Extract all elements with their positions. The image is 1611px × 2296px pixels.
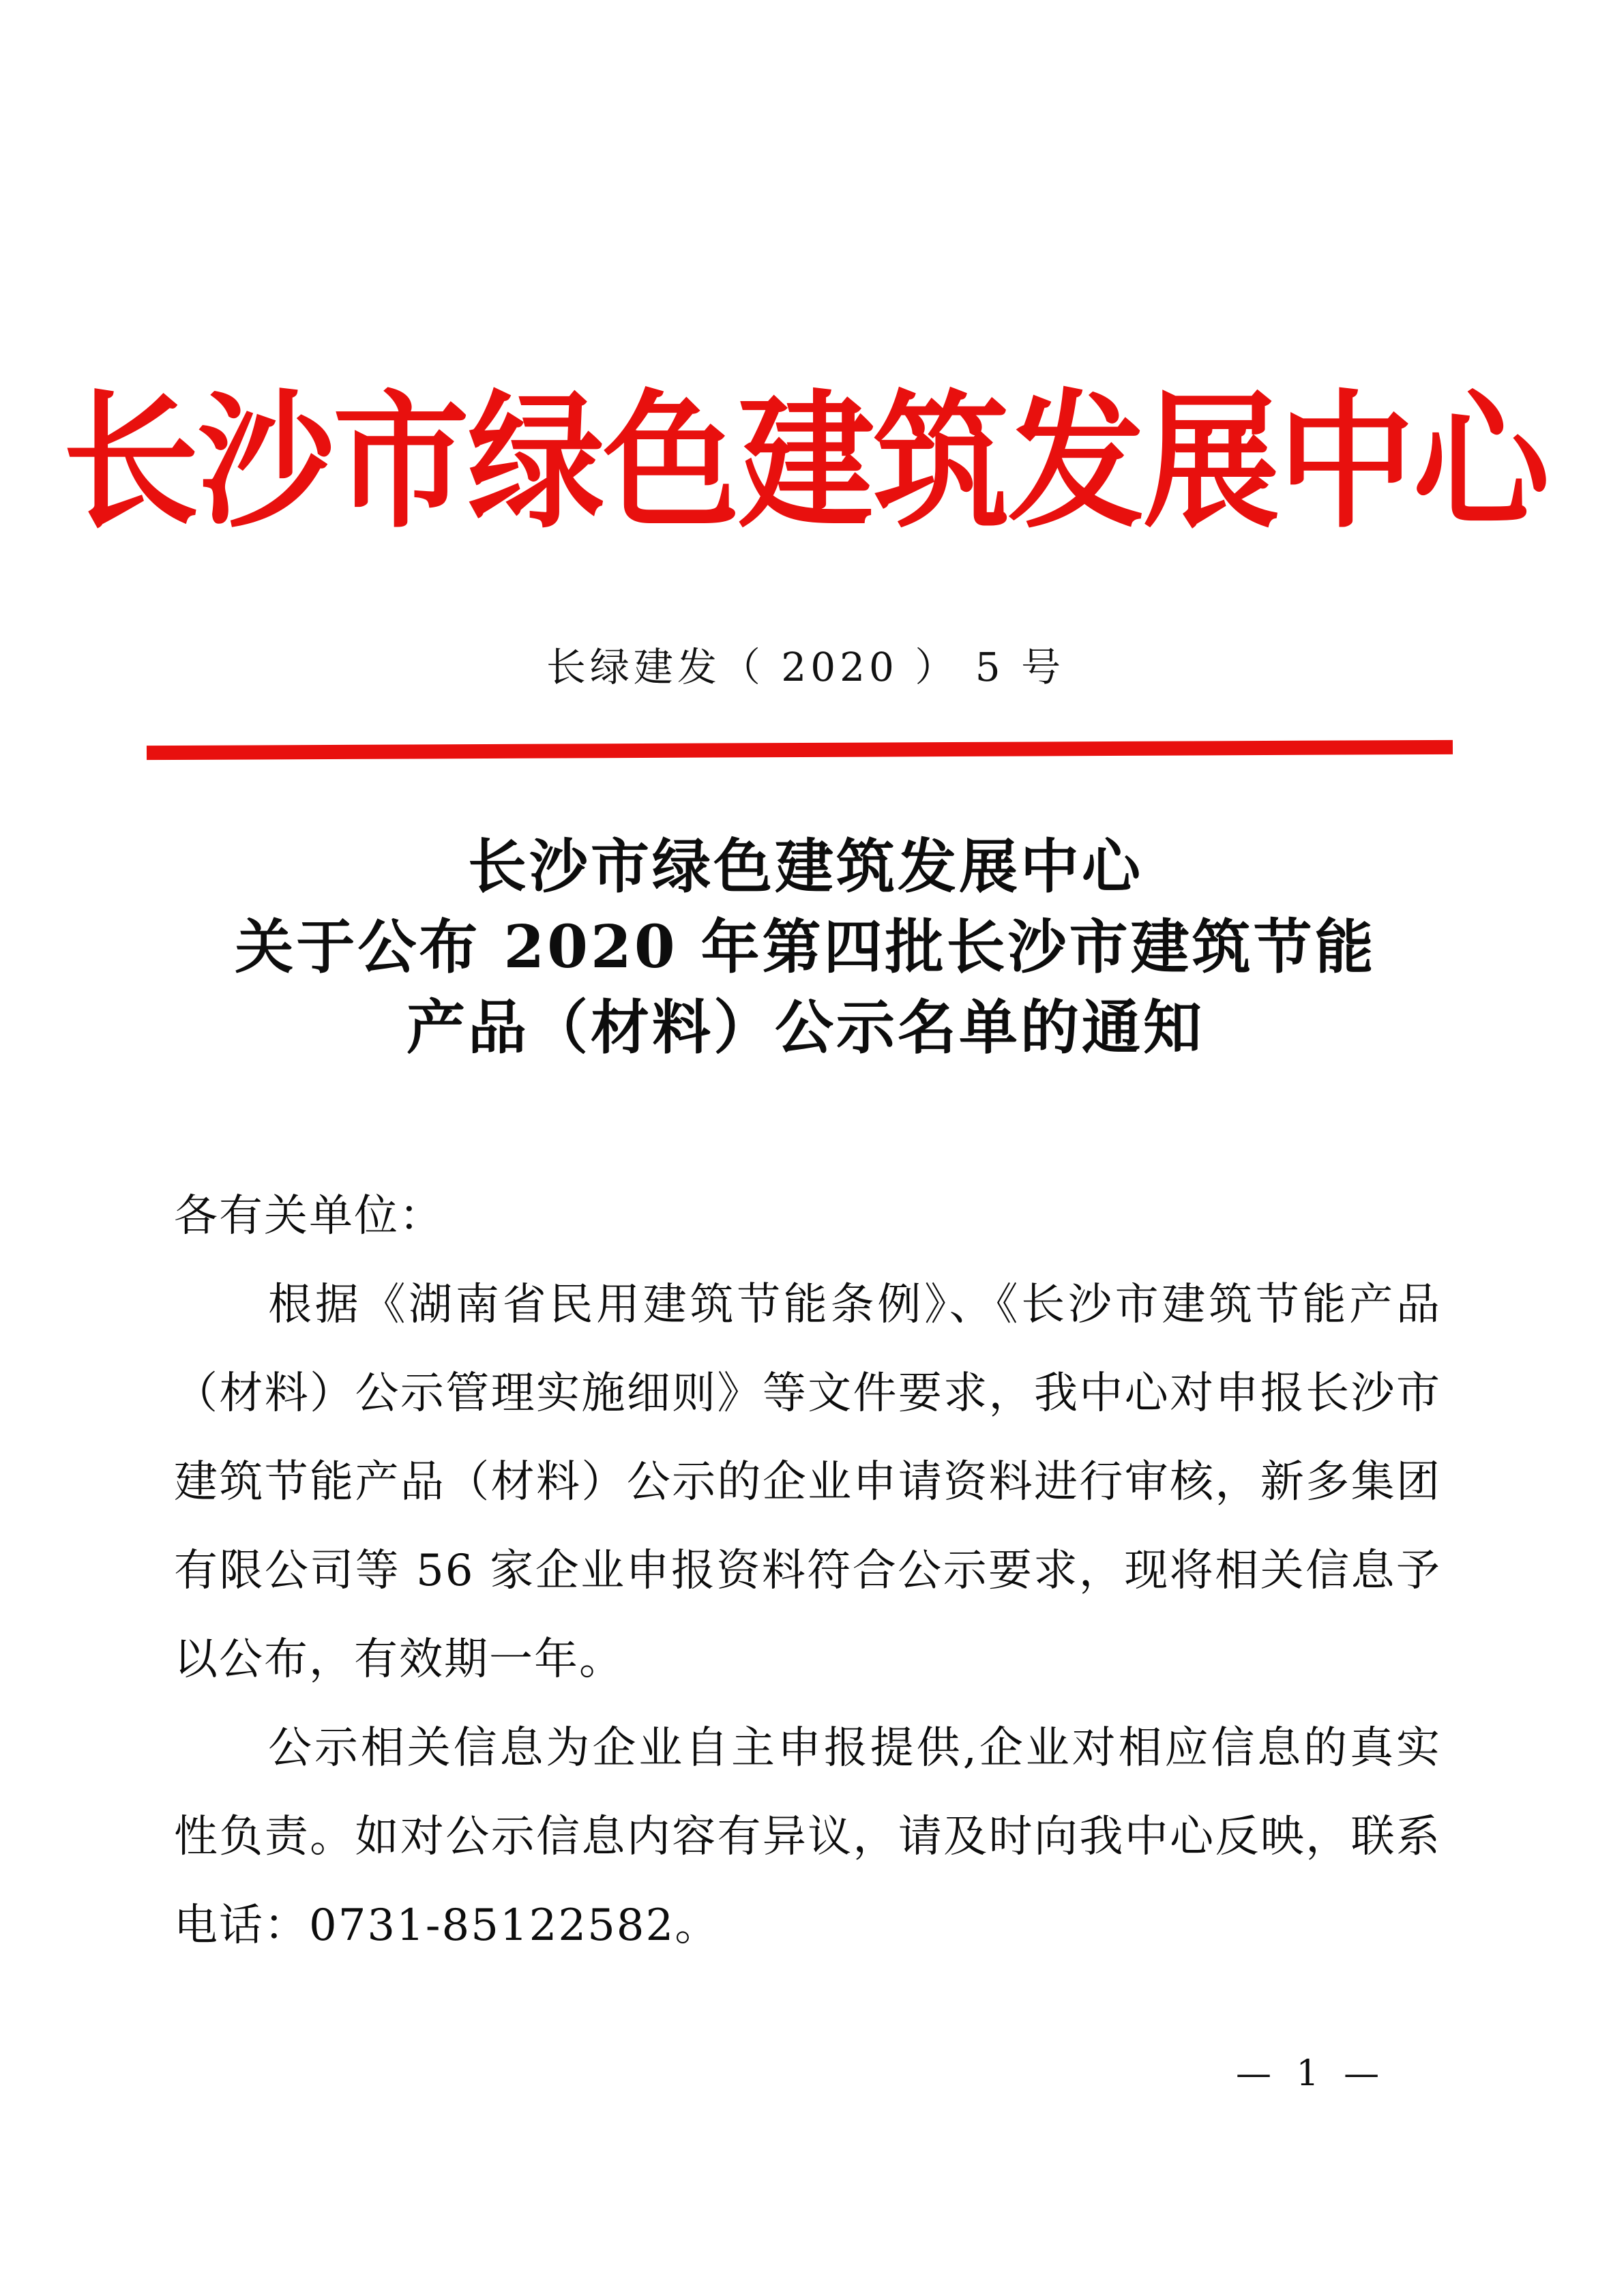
notice-title <box>0 827 1611 1068</box>
paragraph-2-line-1: 公示相关信息为企业自主申报提供,企业对相应信息的真实 <box>268 1723 1441 1773</box>
masthead-title: 长沙市绿色建筑发展中心 <box>62 375 1548 549</box>
notice-title-line-3: 产品（材料）公示名单的通知 <box>407 993 1204 1062</box>
notice-title-line-1: 长沙市绿色建筑发展中心 <box>468 832 1143 901</box>
red-separator-rule <box>147 740 1453 760</box>
notice-title-line-2: 关于公布 2020 年第四批长沙市建筑节能 <box>235 913 1376 982</box>
paragraph-1-line-2: （材料）公示管理实施细则》等文件要求，我中心对申报长沙市 <box>174 1368 1441 1419</box>
notice-body <box>174 1172 1441 1970</box>
page-number: — 1 — <box>1236 2053 1387 2094</box>
document-number: 长绿建发（ 2020 ） 5 号 <box>546 644 1065 690</box>
paragraph-1-line-3: 建筑节能产品（材料）公示的企业申请资料进行审核，新多集团 <box>174 1457 1441 1507</box>
paragraph-2-line-2: 性负责。如对公示信息内容有异议，请及时向我中心反映，联系 <box>174 1812 1441 1862</box>
paragraph-1-line-1: 根据《湖南省民用建筑节能条例》、《长沙市建筑节能产品 <box>268 1280 1441 1330</box>
paragraph-1-line-4: 有限公司等 56 家企业申报资料符合公示要求，现将相关信息予 <box>174 1546 1441 1596</box>
paragraph-2-line-3: 电话：0731-85122582。 <box>174 1900 720 1951</box>
paragraph-1-line-5: 以公布，有效期一年。 <box>174 1634 624 1685</box>
salutation: 各有关单位： <box>174 1191 444 1241</box>
